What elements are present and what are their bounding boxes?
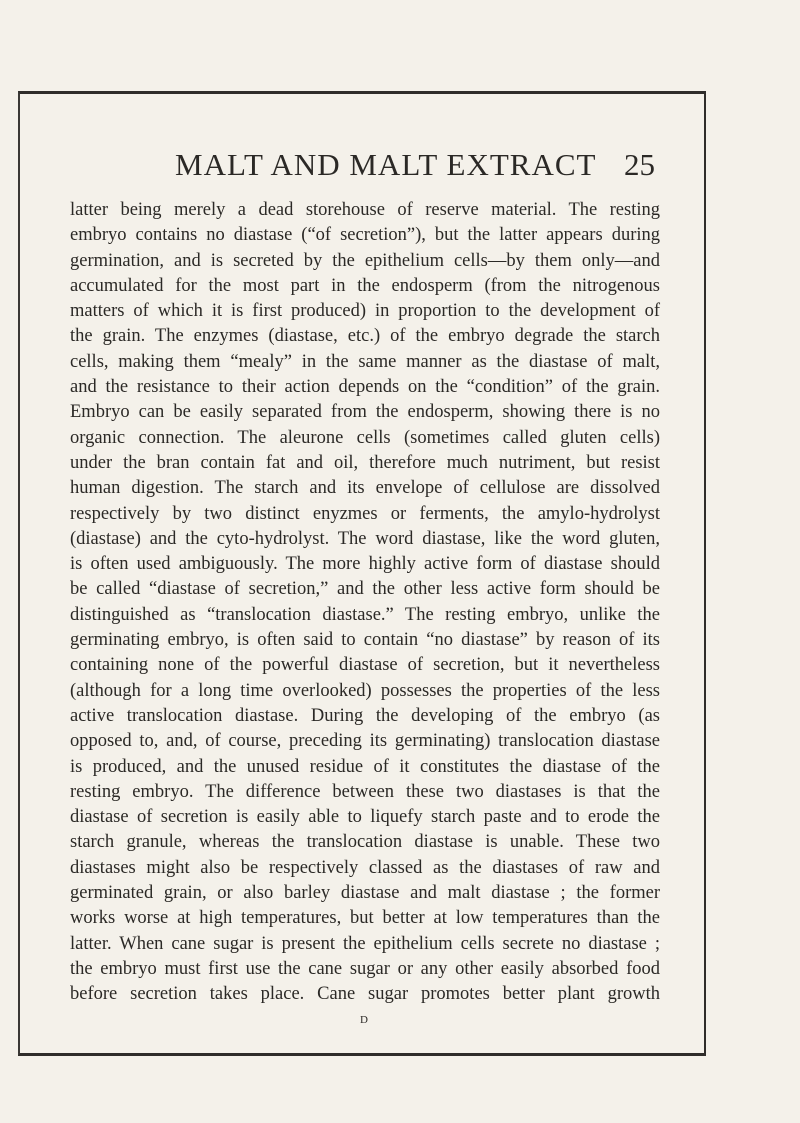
running-head-title: MALT AND MALT EXTRACT [175, 147, 597, 182]
text-line: resting embryo. The difference between these two diastases is that the [70, 781, 660, 802]
text-line: is often used ambiguously. The more highly active form of diastase should [70, 554, 660, 575]
text-line: matters of which it is first produced) in proportion to the development of [70, 301, 660, 322]
text-line: Embryo can be easily separated from the endosperm, showing there is no [70, 402, 660, 423]
text-line: the embryo must first use the cane sugar or any other easily absorbed food [70, 958, 660, 979]
text-line: (diastase) and the cyto-hydrolyst. The word diastase, like the word gluten, [70, 528, 660, 549]
text-line: before secretion takes place. Cane sugar promotes better plant growth [70, 984, 660, 1005]
signature-mark: D [360, 1014, 369, 1026]
text-line: germinating embryo, is often said to contain “no diastase” by reason of its [70, 630, 660, 651]
text-line: under the bran contain fat and oil, therefore much nutriment, but resist [70, 452, 660, 473]
text-line: latter. When cane sugar is present the epithelium cells secrete no diastase ; [70, 933, 660, 954]
text-line: be called “diastase of secretion,” and the other less active form should be [70, 579, 660, 600]
text-line: embryo contains no diastase (“of secretion”), but the latter appears during [70, 225, 660, 246]
text-line: (although for a long time overlooked) possesses the properties of the less [70, 680, 660, 701]
text-line: containing none of the powerful diastase of secretion, but it nevertheless [70, 655, 660, 676]
text-line: diastase of secretion is easily able to liquefy starch paste and to erode the [70, 807, 660, 828]
text-line: active translocation diastase. During the developing of the embryo (as [70, 705, 660, 726]
text-line: works worse at high temperatures, but better at low temperatures than the [70, 908, 660, 929]
text-line: germination, and is secreted by the epithelium cells—by them only—and [70, 250, 660, 271]
body-paragraph [70, 198, 660, 1008]
text-line: human digestion. The starch and its envelope of cellulose are dissolved [70, 478, 660, 499]
running-head [0, 145, 800, 190]
page-number: 25 [624, 147, 655, 182]
text-line: diastases might also be respectively classed as the diastases of raw and [70, 857, 660, 878]
text-line: organic connection. The aleurone cells (sometimes called gluten cells) [70, 427, 660, 448]
text-line: germinated grain, or also barley diastase and malt diastase ; the former [70, 883, 660, 904]
text-line: opposed to, and, of course, preceding its germinating) translocation diastase [70, 731, 660, 752]
text-line: cells, making them “mealy” in the same manner as the diastase of malt, [70, 351, 660, 372]
text-line: distinguished as “translocation diastase.” The resting embryo, unlike the [70, 604, 660, 625]
text-line: is produced, and the unused residue of it constitutes the diastase of the [70, 756, 660, 777]
text-line: latter being merely a dead storehouse of reserve material. The resting [70, 200, 660, 220]
text-line: the grain. The enzymes (diastase, etc.) of the embryo degrade the starch [70, 326, 660, 347]
text-line: and the resistance to their action depends on the “condition” of the grain. [70, 377, 660, 398]
text-line: accumulated for the most part in the endosperm (from the nitrogenous [70, 275, 660, 296]
text-line: starch granule, whereas the translocation diastase is unable. These two [70, 832, 660, 853]
text-line: respectively by two distinct enyzmes or ferments, the amylo-hydrolyst [70, 503, 660, 524]
